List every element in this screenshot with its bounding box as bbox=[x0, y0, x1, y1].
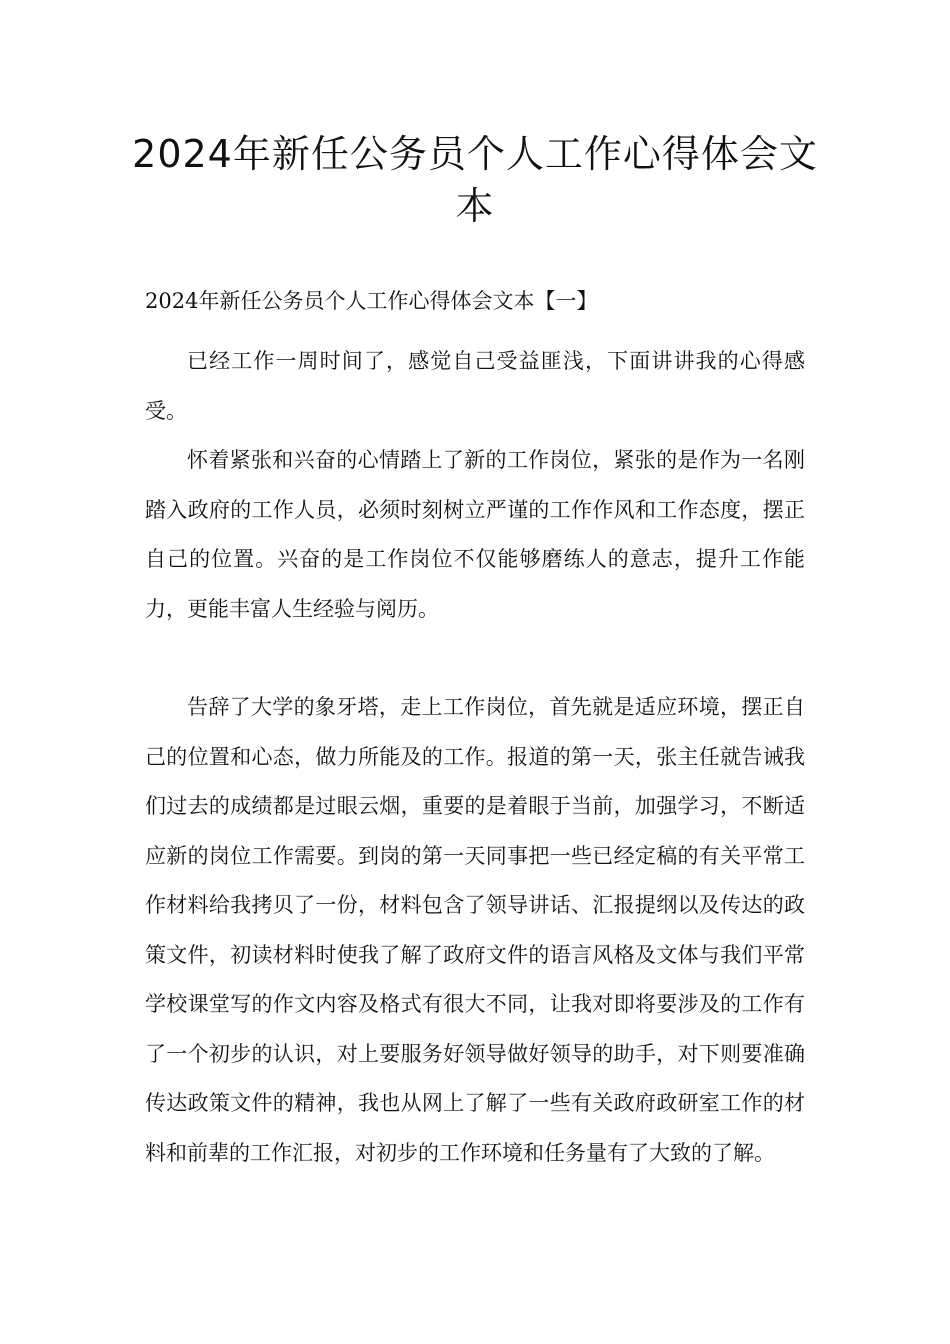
section-heading: 2024年新任公务员个人工作心得体会文本【一】 bbox=[145, 289, 598, 313]
paragraph-1: 已经工作一周时间了，感觉自己受益匪浅，下面讲讲我的心得感受。 bbox=[145, 349, 805, 423]
paragraph-2: 怀着紧张和兴奋的心情踏上了新的工作岗位，紧张的是作为一名刚踏入政府的工作人员，必须时刻树立严谨的工作作风和工作态度，摆正自己的位置。兴奋的是工作岗位不仅能够磨练人的意志，提升工作能力，更能丰富人生经验与阅历。 bbox=[145, 448, 805, 621]
paragraph-3: 告辞了大学的象牙塔，走上工作岗位，首先就是适应环境，摆正自己的位置和心态，做力所能及的工作。报道的第一天，张主任就告诫我们过去的成绩都是过眼云烟，重要的是着眼于当前，加强学习，不断适应新的岗位工作需要。到岗的第一天同事把一些已经定稿的有关平常工作材料给我拷贝了一份，材料包含了领导讲话、汇报提纲以及传达的政策文件，初读材料时使我了解了政府文件的语言风格及文体与我们平常学校课堂写的作文内容及格式有很大不同，让我对即将要涉及的工作有了一个初步的认识，对上要服务好领导做好领导的助手，对下则要准确传达政策文件的精神，我也从网上了解了一些有关政府政研室工作的材料和前辈的工作汇报，对初步的工作环境和任务量有了大致的了解。 bbox=[145, 695, 805, 1165]
document-title: 2024年新任公务员个人工作心得体会文本 bbox=[132, 132, 818, 228]
document-body bbox=[145, 286, 805, 1178]
